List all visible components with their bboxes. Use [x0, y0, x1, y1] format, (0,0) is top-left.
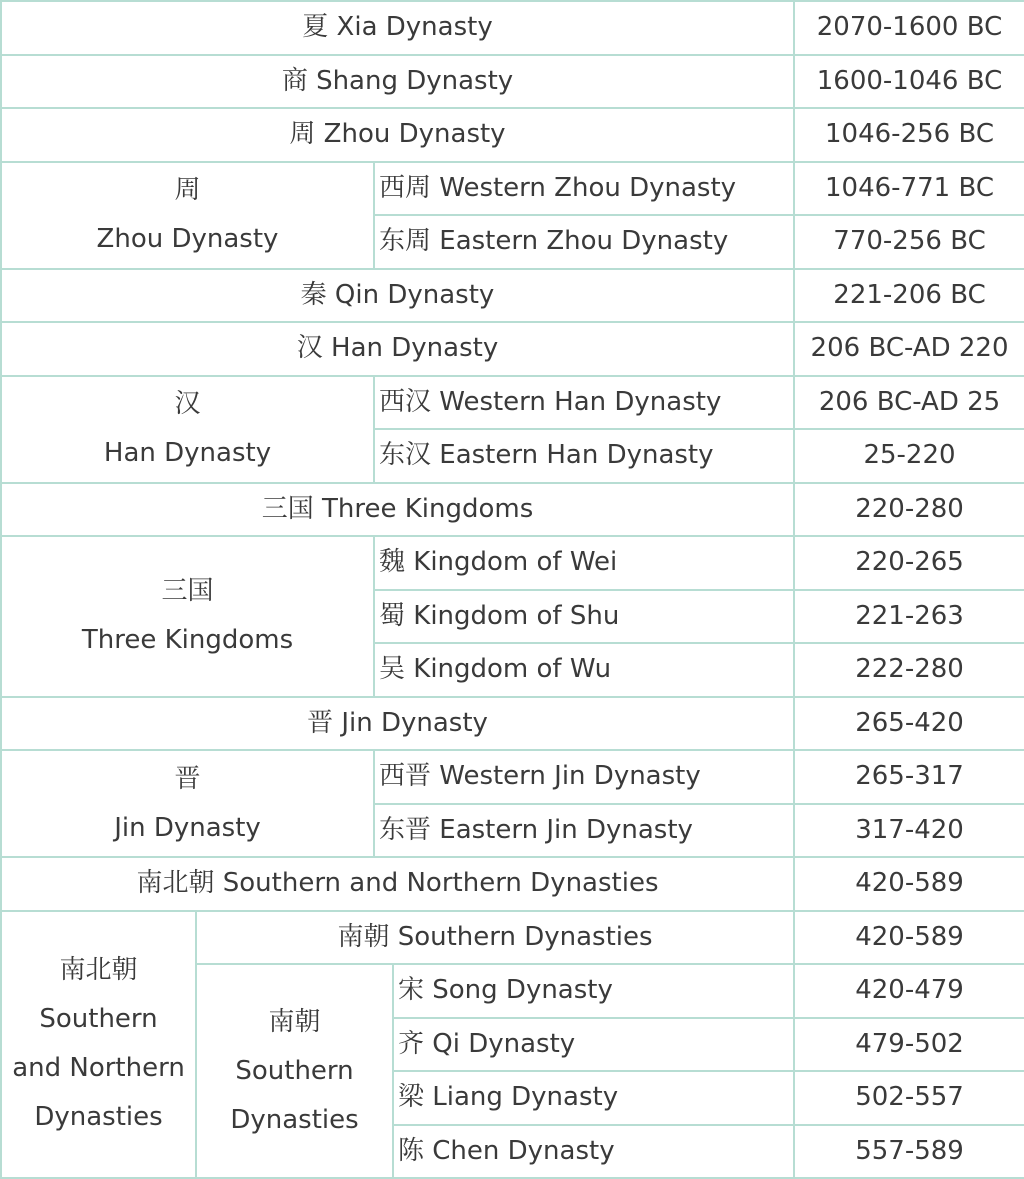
sub-dynasty-date: 420-589: [794, 911, 1024, 965]
group-label-cn: 三国: [161, 576, 214, 607]
group-label-cn: 南朝: [268, 1006, 321, 1037]
dynasty-date: 420-589: [794, 857, 1024, 911]
sub-dynasty-name: 蜀 Kingdom of Shu: [374, 590, 794, 644]
sub-dynasty-date: 557-589: [794, 1125, 1024, 1179]
table-row: [1, 269, 1024, 323]
dynasty-name: 晋 Jin Dynasty: [1, 697, 794, 751]
group-label-en: Jin Dynasty: [114, 812, 261, 843]
dynasty-date: 1046-256 BC: [794, 108, 1024, 162]
sub-dynasty-date: 770-256 BC: [794, 215, 1024, 269]
sub-dynasty-date: 222-280: [794, 643, 1024, 697]
sub-dynasty-date: 1046-771 BC: [794, 162, 1024, 216]
sub-dynasty-date: 317-420: [794, 804, 1024, 858]
group-label-en-line-1: Southern: [235, 1055, 354, 1086]
sub-dynasty-name: 西周 Western Zhou Dynasty: [374, 162, 794, 216]
table-row: [1, 55, 1024, 109]
dynasty-date: 1600-1046 BC: [794, 55, 1024, 109]
sub-dynasty-date: 221-263: [794, 590, 1024, 644]
sub-dynasty-name: 梁 Liang Dynasty: [393, 1071, 794, 1125]
table-row: [1, 536, 1024, 590]
sub-dynasty-name: 宋 Song Dynasty: [393, 964, 794, 1018]
sub-dynasty-name: 东晋 Eastern Jin Dynasty: [374, 804, 794, 858]
sub-dynasty-name: 东汉 Eastern Han Dynasty: [374, 429, 794, 483]
sub-dynasty-date: 220-265: [794, 536, 1024, 590]
sub-dynasty-date: 420-479: [794, 964, 1024, 1018]
group-label-han: [1, 376, 374, 483]
group-label-en-line-3: Dynasties: [34, 1102, 163, 1133]
dynasty-date: 221-206 BC: [794, 269, 1024, 323]
table-row: [1, 750, 1024, 804]
group-label-southern: [196, 964, 393, 1178]
dynasty-name: 汉 Han Dynasty: [1, 322, 794, 376]
dynasty-date: 220-280: [794, 483, 1024, 537]
group-label-jin: [1, 750, 374, 857]
sub-dynasty-name: 齐 Qi Dynasty: [393, 1018, 794, 1072]
table-row: [1, 911, 1024, 965]
group-label-en: Zhou Dynasty: [96, 224, 279, 254]
group-label-zhou: [1, 162, 374, 269]
table-row: [1, 697, 1024, 751]
dynasty-name: 商 Shang Dynasty: [1, 55, 794, 109]
table-row: [1, 483, 1024, 537]
sub-dynasty-name: 魏 Kingdom of Wei: [374, 536, 794, 590]
sub-dynasty-date: 206 BC-AD 25: [794, 376, 1024, 430]
dynasty-name: 夏 Xia Dynasty: [1, 1, 794, 55]
table-row: [1, 1, 1024, 55]
table-row: [1, 108, 1024, 162]
sub-dynasty-date: 265-317: [794, 750, 1024, 804]
dynasty-name: 周 Zhou Dynasty: [1, 108, 794, 162]
sub-dynasty-name: 陈 Chen Dynasty: [393, 1125, 794, 1179]
sub-dynasty-name: 东周 Eastern Zhou Dynasty: [374, 215, 794, 269]
sub-dynasty-name: 西晋 Western Jin Dynasty: [374, 750, 794, 804]
dynasty-name: 秦 Qin Dynasty: [1, 269, 794, 323]
sub-dynasty-name: 西汉 Western Han Dynasty: [374, 376, 794, 430]
group-label-en: Three Kingdoms: [81, 625, 294, 656]
table-row: [1, 322, 1024, 376]
dynasty-date: 2070-1600 BC: [794, 1, 1024, 55]
group-label-en-line-2: and Northern: [12, 1053, 185, 1084]
dynasty-date: 206 BC-AD 220: [794, 322, 1024, 376]
group-label-cn: 晋: [174, 763, 201, 794]
group-label-southern-northern: [1, 911, 196, 1179]
group-label-cn: 南北朝: [59, 955, 138, 986]
group-label-en-line-1: Southern: [39, 1004, 158, 1035]
group-label-en-line-2: Dynasties: [230, 1104, 359, 1135]
group-label-three-kingdoms: [1, 536, 374, 697]
sub-dynasty-name: 吴 Kingdom of Wu: [374, 643, 794, 697]
group-label-en: Han Dynasty: [103, 438, 272, 468]
sub-dynasty-date: 479-502: [794, 1018, 1024, 1072]
sub-dynasty-name: 南朝 Southern Dynasties: [196, 911, 794, 965]
dynasty-name: 南北朝 Southern and Northern Dynasties: [1, 857, 794, 911]
sub-dynasty-date: 502-557: [794, 1071, 1024, 1125]
group-label-cn: 汉: [174, 389, 201, 419]
dynasty-name: 三国 Three Kingdoms: [1, 483, 794, 537]
table-row: [1, 162, 1024, 216]
table-row: [1, 376, 1024, 430]
table-row: [1, 857, 1024, 911]
dynasty-date: 265-420: [794, 697, 1024, 751]
group-label-cn: 周: [174, 175, 201, 205]
sub-dynasty-date: 25-220: [794, 429, 1024, 483]
